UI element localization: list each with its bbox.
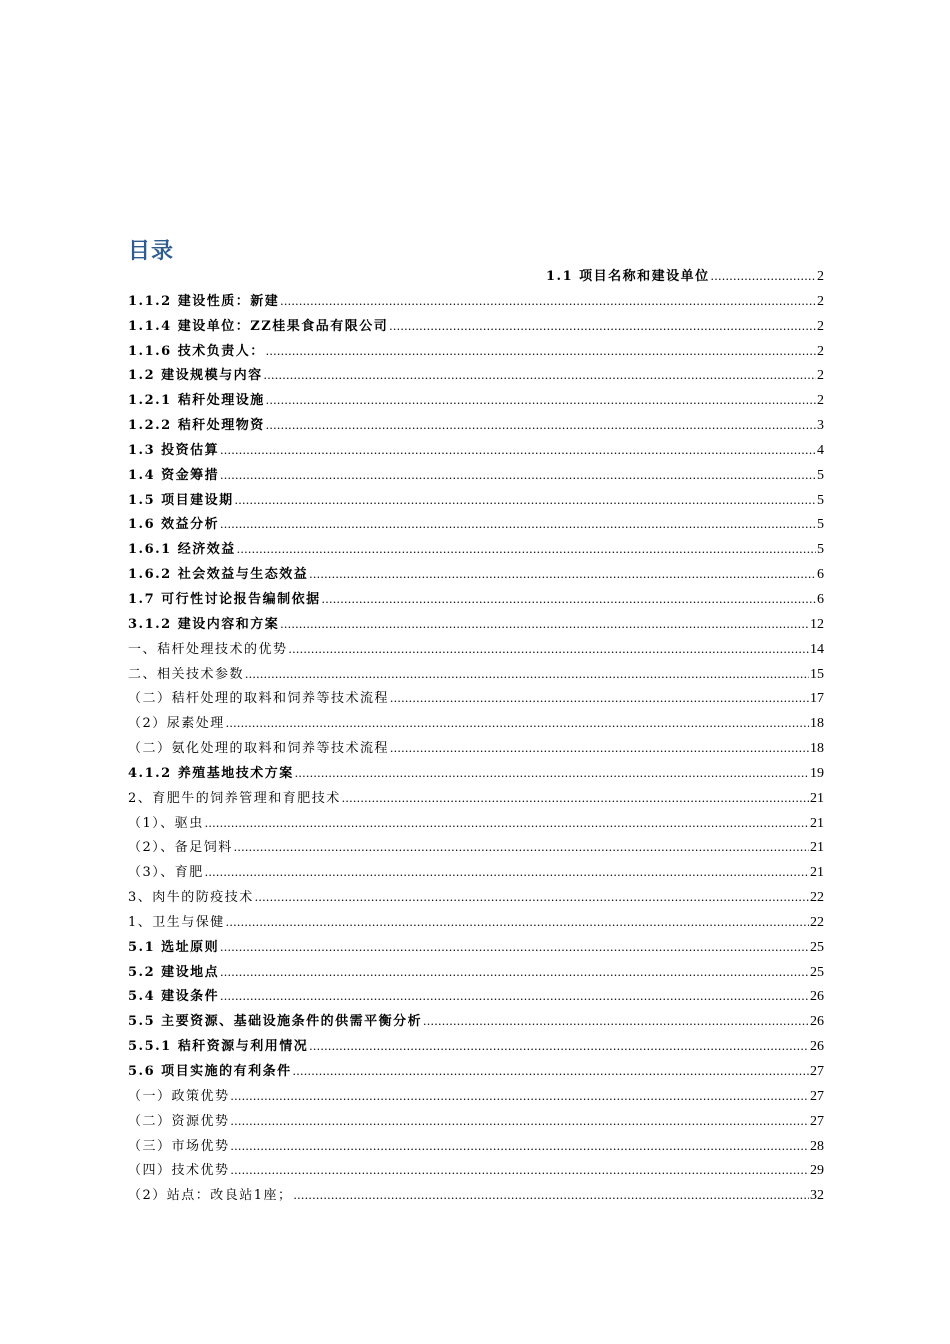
- toc-entry[interactable]: [128, 811, 824, 836]
- toc-entry-label: 5.5 主要资源、基础设施条件的供需平衡分析: [128, 1014, 423, 1030]
- toc-entry-page-number: 19: [810, 765, 824, 781]
- toc-entry-page-number: 26: [810, 1039, 824, 1055]
- toc-entry-page-number: 21: [810, 865, 824, 881]
- toc-entry-page-number: 2: [817, 293, 824, 309]
- toc-entry-page-number: 5: [817, 467, 824, 483]
- toc-entry-page-number: 2: [817, 269, 824, 284]
- toc-entry-label: 1.1 项目名称和建设单位: [546, 269, 710, 284]
- toc-dot-leader: [294, 1183, 809, 1208]
- toc-entry-label: 一、秸杆处理技术的优势: [128, 641, 288, 657]
- toc-dot-leader: [231, 1109, 809, 1134]
- toc-entry[interactable]: [128, 314, 824, 339]
- toc-entry-label: 1.1.4 建设单位：ZZ桂果食品有限公司: [128, 318, 389, 334]
- toc-entry-page-number: 18: [810, 741, 824, 757]
- toc-entry-label: 3.1.2 建设内容和方案: [128, 616, 280, 632]
- toc-dot-leader: [226, 711, 809, 736]
- toc-entry-page-number: 6: [817, 591, 824, 607]
- toc-entry-label: 1.3 投资估算: [128, 442, 220, 458]
- toc-entry-label: 2、育肥牛的饲养管理和育肥技术: [128, 790, 341, 806]
- toc-entry-page-number: 5: [817, 492, 824, 508]
- toc-entry[interactable]: [128, 1109, 824, 1134]
- toc-entry[interactable]: [128, 637, 824, 662]
- toc-entry[interactable]: [128, 512, 824, 537]
- toc-entry-page-number: 26: [810, 1014, 824, 1030]
- toc-dot-leader: [220, 438, 816, 463]
- toc-entry-label: 1.2.1 秸秆处理设施: [128, 393, 265, 409]
- toc-dot-leader: [266, 388, 816, 413]
- toc-entry[interactable]: [128, 1034, 824, 1059]
- toc-dot-leader: [235, 488, 816, 513]
- toc-entry[interactable]: [128, 761, 824, 786]
- toc-entry-label: （一）政策优势: [128, 1088, 230, 1104]
- toc-dot-leader: [205, 811, 809, 836]
- toc-entry-page-number: 15: [810, 666, 824, 682]
- toc-entry-page-number: 25: [810, 939, 824, 955]
- toc-entry-page-number: 21: [810, 815, 824, 831]
- toc-dot-leader: [231, 1084, 809, 1109]
- toc-entry-label: （四）技术优势: [128, 1163, 230, 1179]
- toc-entry-page-number: 6: [817, 567, 824, 583]
- toc-entry[interactable]: [128, 363, 824, 388]
- toc-entry-label: （二）资源优势: [128, 1113, 230, 1129]
- toc-entry-label: 1.4 资金筹措: [128, 467, 220, 483]
- toc-dot-leader: [342, 786, 809, 811]
- toc-entry[interactable]: [128, 1009, 824, 1034]
- toc-entry[interactable]: [128, 935, 824, 960]
- toc-dot-leader: [220, 512, 816, 537]
- toc-dot-leader: [255, 885, 809, 910]
- table-of-contents: [128, 264, 824, 1208]
- toc-dot-leader: [309, 562, 816, 587]
- toc-entry-page-number: 28: [810, 1138, 824, 1154]
- toc-entry[interactable]: [128, 264, 824, 289]
- toc-entry-label: （二）秸杆处理的取料和饲养等技术流程: [128, 691, 390, 707]
- toc-dot-leader: [280, 289, 816, 314]
- toc-dot-leader: [389, 314, 816, 339]
- toc-entry[interactable]: [128, 587, 824, 612]
- toc-entry-label: 5.2 建设地点: [128, 964, 220, 980]
- toc-dot-leader: [234, 835, 809, 860]
- toc-entry[interactable]: [128, 835, 824, 860]
- toc-entry[interactable]: [128, 413, 824, 438]
- toc-entry[interactable]: [128, 612, 824, 637]
- toc-entry-page-number: 18: [810, 716, 824, 732]
- toc-entry-page-number: 29: [810, 1163, 824, 1179]
- toc-entry-label: 5.5.1 秸秆资源与利用情况: [128, 1039, 309, 1055]
- toc-dot-leader: [226, 910, 809, 935]
- toc-entry-page-number: 14: [810, 641, 824, 657]
- toc-dot-leader: [264, 363, 816, 388]
- toc-entry-page-number: 5: [817, 542, 824, 558]
- toc-entry[interactable]: [128, 438, 824, 463]
- toc-entry[interactable]: [128, 662, 824, 687]
- toc-dot-leader: [293, 1059, 809, 1084]
- toc-dot-leader: [237, 537, 816, 562]
- toc-dot-leader: [205, 860, 809, 885]
- toc-entry-label: 5.1 选址原则: [128, 939, 220, 955]
- toc-dot-leader: [245, 662, 809, 687]
- toc-entry-page-number: 5: [817, 517, 824, 533]
- toc-dot-leader: [231, 1134, 809, 1159]
- toc-entry-page-number: 2: [817, 368, 824, 384]
- toc-entry-label: （2）站点：改良站1座；: [128, 1188, 293, 1204]
- toc-entry[interactable]: [128, 388, 824, 413]
- toc-dot-leader: [266, 413, 816, 438]
- toc-entry-page-number: 21: [810, 840, 824, 856]
- toc-entry-label: 4.1.2 养殖基地技术方案: [128, 765, 294, 781]
- toc-entry-label: （二）氨化处理的取料和饲养等技术流程: [128, 741, 390, 757]
- toc-entry-page-number: 3: [817, 418, 824, 434]
- toc-dot-leader: [390, 736, 809, 761]
- toc-entry[interactable]: [128, 711, 824, 736]
- toc-dot-leader: [231, 1158, 809, 1183]
- toc-entry-page-number: 27: [810, 1088, 824, 1104]
- toc-entry-label: 1.6 效益分析: [128, 517, 220, 533]
- toc-entry-label: 5.4 建设条件: [128, 989, 220, 1005]
- toc-entry[interactable]: [128, 537, 824, 562]
- toc-entry[interactable]: [128, 289, 824, 314]
- toc-entry[interactable]: [128, 960, 824, 985]
- toc-title: 目录: [128, 239, 175, 264]
- toc-entry-label: 1、卫生与保健: [128, 914, 225, 930]
- toc-entry[interactable]: [128, 1158, 824, 1183]
- toc-entry[interactable]: [128, 984, 824, 1009]
- toc-entry-page-number: 4: [817, 442, 824, 458]
- toc-dot-leader: [220, 463, 816, 488]
- toc-entry[interactable]: [128, 488, 824, 513]
- toc-dot-leader: [220, 960, 809, 985]
- toc-entry-page-number: 27: [810, 1113, 824, 1129]
- toc-entry-label: 1.6.2 社会效益与生态效益: [128, 567, 309, 583]
- toc-entry[interactable]: [128, 562, 824, 587]
- toc-dot-leader: [295, 761, 809, 786]
- toc-entry-page-number: 25: [810, 964, 824, 980]
- toc-entry[interactable]: [128, 885, 824, 910]
- toc-entry[interactable]: [128, 339, 824, 364]
- toc-entry-label: 1.1.2 建设性质：新建: [128, 293, 280, 309]
- toc-dot-leader: [280, 612, 809, 637]
- toc-entry[interactable]: [128, 1134, 824, 1159]
- toc-entry[interactable]: [128, 686, 824, 711]
- toc-entry[interactable]: [128, 736, 824, 761]
- toc-entry-page-number: 2: [817, 393, 824, 409]
- toc-entry-label: 1.7 可行性讨论报告编制依据: [128, 591, 321, 607]
- toc-entry-page-number: 26: [810, 989, 824, 1005]
- toc-entry-page-number: 2: [817, 343, 824, 359]
- toc-entry-label: 1.6.1 经济效益: [128, 542, 236, 558]
- toc-entry-label: （2）尿素处理: [128, 716, 225, 732]
- toc-dot-leader: [711, 264, 816, 289]
- toc-entry-label: 1.1.6 技术负责人：: [128, 343, 265, 359]
- toc-entry-page-number: 32: [810, 1188, 824, 1204]
- toc-entry-label: 1.2 建设规模与内容: [128, 368, 263, 384]
- toc-entry-label: 二、相关技术参数: [128, 666, 245, 682]
- toc-entry-page-number: 17: [810, 691, 824, 707]
- toc-dot-leader: [309, 1034, 809, 1059]
- toc-dot-leader: [423, 1009, 809, 1034]
- toc-dot-leader: [266, 339, 816, 364]
- toc-entry-label: 3、肉牛的防疫技术: [128, 890, 254, 906]
- toc-entry-page-number: 27: [810, 1064, 824, 1079]
- toc-entry[interactable]: [128, 1059, 824, 1084]
- toc-dot-leader: [289, 637, 809, 662]
- toc-entry-page-number: 22: [810, 914, 824, 930]
- toc-entry-label: 1.2.2 秸秆处理物资: [128, 418, 265, 434]
- toc-dot-leader: [220, 984, 809, 1009]
- toc-entry-page-number: 2: [817, 318, 824, 334]
- toc-entry[interactable]: [128, 910, 824, 935]
- toc-dot-leader: [390, 686, 809, 711]
- toc-entry[interactable]: [128, 860, 824, 885]
- toc-entry-page-number: 12: [810, 616, 824, 632]
- toc-entry-label: 1.5 项目建设期: [128, 492, 234, 508]
- toc-entry-label: 5.6 项目实施的有利条件: [128, 1064, 292, 1079]
- toc-entry-label: （三）市场优势: [128, 1138, 230, 1154]
- toc-entry[interactable]: [128, 786, 824, 811]
- toc-entry-label: （3）、育肥: [128, 865, 204, 881]
- toc-entry[interactable]: [128, 463, 824, 488]
- toc-entry-page-number: 21: [810, 790, 824, 806]
- toc-entry-page-number: 22: [810, 890, 824, 906]
- toc-entry-label: （2）、备足饲料: [128, 840, 233, 856]
- toc-entry[interactable]: [128, 1084, 824, 1109]
- toc-entry-label: （1）、驱虫: [128, 815, 204, 831]
- toc-entry[interactable]: [128, 1183, 824, 1208]
- toc-dot-leader: [220, 935, 809, 960]
- toc-dot-leader: [322, 587, 816, 612]
